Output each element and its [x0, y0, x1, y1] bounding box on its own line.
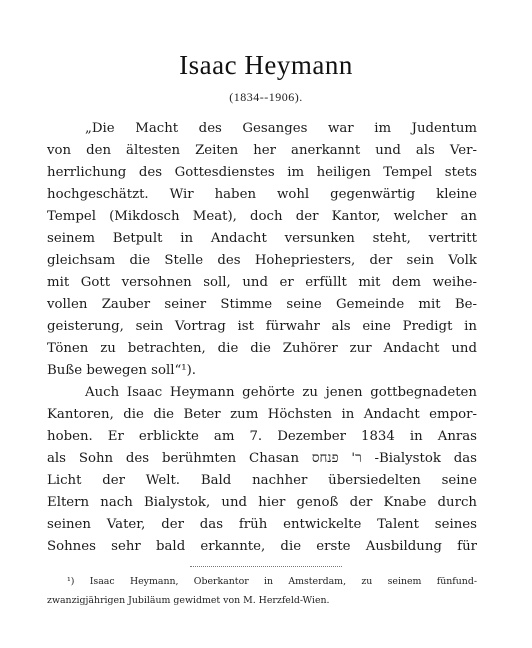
text-line: seinen Vater, der das früh entwickelte Talent seines	[47, 517, 477, 532]
text-line: Licht der Welt. Bald nachher übersiedelten seine	[47, 473, 477, 488]
text-line: hochgeschätzt. Wir haben wohl gegenwärtig kleine	[47, 187, 477, 202]
text-line: Tönen zu betrachten, die die Zuhörer zur Andacht und	[47, 341, 477, 356]
text-line: gleichsam die Stelle des Hohepriesters, der sein Volk	[47, 253, 477, 268]
text-line: Tempel (Mikdosch Meat), doch der Kantor, welcher an	[47, 209, 477, 224]
text-line: geisterung, sein Vortrag ist fürwahr als eine Predigt in	[47, 319, 477, 334]
footnote-divider	[190, 566, 342, 567]
text-line: Buße bewegen soll“¹).	[47, 363, 196, 378]
body-text	[47, 118, 477, 558]
footnote-line: ¹) Isaac Heymann, Oberkantor in Amsterdam, zu seinem fünfund-	[67, 576, 477, 587]
text-line: als Sohn des berühmten Chasan ר' פנחס -Bialystok das	[47, 451, 477, 466]
text-line: seinem Betpult in Andacht versunken steht, vertritt	[47, 231, 477, 246]
text-line: Eltern nach Bialystok, und hier genoß der Knabe durch	[47, 495, 477, 510]
life-dates: (1834--1906).	[229, 90, 303, 104]
footnote	[47, 572, 477, 610]
text-line: herrlichung des Gottesdienstes im heiligen Tempel stets	[47, 165, 477, 180]
text-line: Auch Isaac Heymann gehörte zu jenen gottbegnadeten	[85, 385, 477, 400]
text-line: Kantoren, die die Beter zum Höchsten in Andacht empor-	[47, 407, 477, 422]
text-line: hoben. Er erblickte am 7. Dezember 1834 in Anras	[47, 429, 477, 444]
footnote-line: zwanzigjährigen Jubiläum gewidmet von M. Herzfeld-Wien.	[47, 595, 330, 606]
page-title: Isaac Heymann	[179, 50, 353, 80]
text-line: „Die Macht des Gesanges war im Judentum	[85, 121, 477, 136]
text-line: mit Gott versohnen soll, und er erfüllt mit dem weihe-	[47, 275, 477, 290]
text-line: vollen Zauber seiner Stimme seine Gemeinde mit Be-	[47, 297, 477, 312]
text-line: von den ältesten Zeiten her anerkannt und als Ver-	[47, 143, 477, 158]
text-line: Sohnes sehr bald erkannte, die erste Ausbildung für	[47, 539, 477, 554]
